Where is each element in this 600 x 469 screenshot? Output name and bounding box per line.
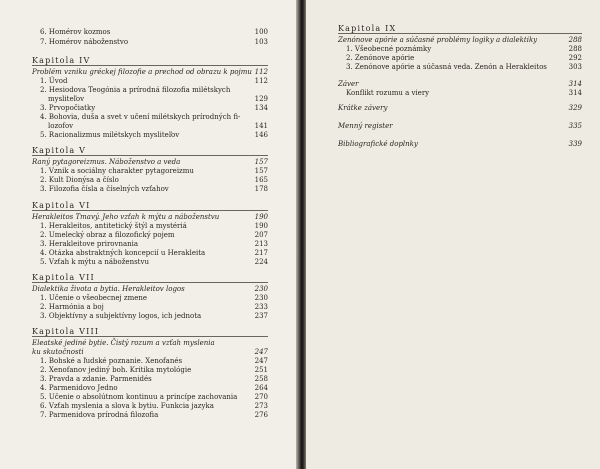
chapter-heading: Kapitola IV [32,56,91,65]
chapter-heading: Kapitola VIII [32,327,100,336]
page-number: 100 [254,28,268,36]
chapter-rule [32,210,268,211]
chapter-rule [32,336,268,337]
right-page: Kapitola IX Zenónove apórie a súčasné problémy logiky a dialektiky 288 1. Všeobecné poznámky 288 2. Zenónove apórie 292 3. Zenónove apórie a súčasná veda. Zenón a Herakleitos 303 Záver 314 Konflikt rozumu a viery 314 Krátke závery 329 Menný register 335 Bibliografické doplnky 339 [306,0,600,469]
chapter-heading: Kapitola V [32,146,87,155]
left-page: 6. Homérov kozmos 100 7. Homérov náboženstvo 103 Kapitola IV Problém vzniku gréckej filozofie a prechod od obrazu k pojmu 112 1. Úvod 112 2. Hesiodova Teogónia a prírodná filozofia milétskych mysliteľov 129 3. Prvopočiatky 134 4. Bohovia, duša a svet v učení milétskych prírodných fi- lozofov 141 5. Racionalizmus milétskych mysliteľov 146 Kapitola V Raný pytagoreizmus. Náboženstvo a veda 157 1. Vznik a sociálny charakter pytagoreizmu 157 2. Kult Dionýsa a číslo 165 3. Filozofia čísla a číselných vzťahov 178 Kapitola VI Herakleitos Tmavý. Jeho vzťah k mýtu a náboženstvu 190 1. Herakleitos, antitetický štýl a mystériá 190 2. Umelecký obraz a filozofický pojem 207 3. Herakleitove prirovnania 213 4. Otázka abstraktných koncepcií u Herakleita 217 5. Vzťah k mýtu a náboženstvu 224 Kapitola VII Dialektika života a bytia. Herakleitov logos 230 1. Učenie o všeobecnej zmene 230 2. Harmónia a boj 233 3. Objektívny a subjektívny logos, ich jednota 237 Kapitola VIII Eleatské jediné bytie. Čistý rozum a vzťah myslenia ku skutočnosti 247 1. Bohské a ľudské poznanie. Xenofanés 247 2. Xenofanov jediný boh. Kritika mytológie 251 3. Pravda a zdanie. Parmenidés 258 4. Parmenidovo Jedno 264 5. Učenie o absolútnom kontinuu a princípe zachovania 270 6. Vzťah myslenia a slova k bytiu. Funkcia jazyka 273 7. Parmenidova prírodná filozofia 276 [0,0,298,469]
chapter-rule [32,282,268,283]
chapter-rule [32,65,268,66]
page-number: 103 [254,38,268,46]
chapter-rule [338,33,582,34]
chapter-heading: Kapitola VI [32,201,91,210]
chapter-heading: Kapitola VII [32,273,95,282]
chapter-rule [32,155,268,156]
chapter-heading: Kapitola IX [338,24,397,33]
